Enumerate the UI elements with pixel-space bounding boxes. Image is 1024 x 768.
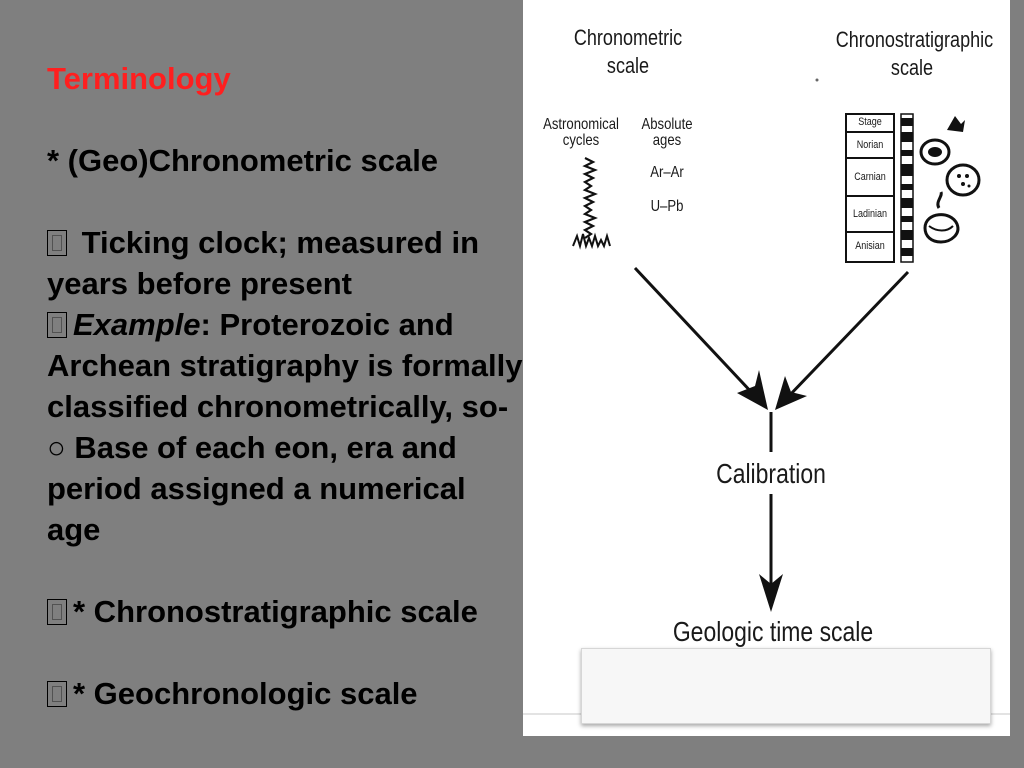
stage-label-norian: Norian xyxy=(856,139,884,151)
example-label: Example xyxy=(73,307,201,342)
u-pb-label: U–Pb xyxy=(650,198,684,215)
bullet-geochronologic: * Geochronologic scale xyxy=(47,673,607,714)
missing-glyph-icon xyxy=(47,599,67,625)
stage-label-carnian: Carnian xyxy=(854,171,886,183)
bullet-example: Example: Proterozoic and xyxy=(47,304,607,345)
bullet-base-cont-1: period assigned a numerical xyxy=(47,471,466,506)
bullet-example-cont-2: classified chronometrically, so- xyxy=(47,389,509,424)
bullet-chronometric-text: * (Geo)Chronometric scale xyxy=(47,143,439,178)
bullet-base: ○ Base of each eon, era and xyxy=(47,430,457,465)
bullet-chronostratigraphic: * Chronostratigraphic scale xyxy=(47,591,607,632)
missing-glyph-icon xyxy=(47,230,67,256)
chronometric-title: Chronometric scale xyxy=(573,25,683,78)
stage-label-stage: Stage xyxy=(858,116,882,128)
left-arrow-head xyxy=(737,370,768,410)
calibration-label: Calibration xyxy=(716,458,826,489)
right-arrow-shaft xyxy=(787,272,908,398)
caption-box xyxy=(581,648,991,724)
stage-label-ladinian: Ladinian xyxy=(852,208,888,220)
geologic-time-scale-label: Geologic time scale xyxy=(672,616,874,647)
astronomical-cycles-label: Astronomical cycles xyxy=(543,116,619,149)
bullet-ticking-clock: Ticking clock; measured in xyxy=(47,222,607,263)
bullet-example-cont-1: Archean stratigraphy is formally xyxy=(47,348,523,383)
missing-glyph-icon xyxy=(47,681,67,707)
bullet-ticking-clock-cont: years before present xyxy=(47,266,352,301)
missing-glyph-icon xyxy=(47,312,67,338)
bullet-chronometric xyxy=(47,140,607,181)
slide-title: Terminology xyxy=(47,61,231,96)
bullet-base-cont-2: age xyxy=(47,512,101,547)
left-arrow-shaft xyxy=(635,268,755,396)
chronostratigraphic-title: Chronostratigraphic scale xyxy=(835,27,994,80)
ar-ar-label: Ar–Ar xyxy=(650,164,684,181)
absolute-ages-label: Absolute ages xyxy=(641,116,693,149)
brachiopod-icon xyxy=(925,215,958,242)
foraminifera-icon xyxy=(947,165,979,195)
fossil-icon xyxy=(947,116,965,132)
stage-label-anisian: Anisian xyxy=(855,240,885,252)
slide-text xyxy=(47,58,607,714)
